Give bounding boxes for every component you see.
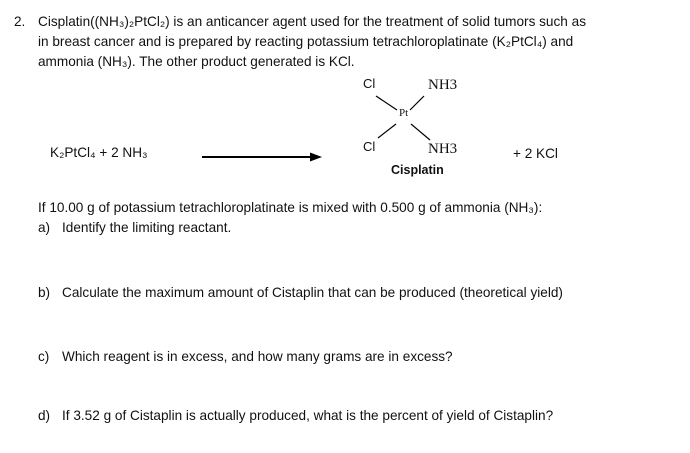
part-b <box>38 285 563 300</box>
reaction-arrow <box>200 150 324 164</box>
product-name-label: Cisplatin <box>391 163 444 177</box>
part-d-label: d) <box>38 408 51 423</box>
question-number: 2. <box>14 14 26 29</box>
cisplatin-structure <box>340 74 500 184</box>
chloride-bottom-label: Cl <box>363 139 376 154</box>
part-c <box>38 349 453 364</box>
part-a <box>38 220 231 235</box>
reactants-text: K₂PtCl₄ + 2 NH₃ <box>50 145 148 160</box>
platinum-center-label: Pt <box>399 107 409 119</box>
part-b-text: Calculate the maximum amount of Cistaplin that can be produced (theoretical yield) <box>62 285 563 300</box>
part-a-text: Identify the limiting reactant. <box>62 220 232 235</box>
part-b-label: b) <box>38 285 51 300</box>
chloride-top-label: Cl <box>363 76 376 91</box>
part-c-label: c) <box>38 349 50 364</box>
part-a-label: a) <box>38 220 51 235</box>
part-c-text: Which reagent is in excess, and how many grams are in excess? <box>62 349 453 364</box>
intro-line-2: in breast cancer and is prepared by reacting potassium tetrachloroplatinate (K₂PtCl₄) and <box>38 34 574 49</box>
ammine-top-label: NH3 <box>428 77 458 93</box>
products-text: + 2 KCl <box>513 146 558 161</box>
part-d-text: If 3.52 g of Cistaplin is actually produced, what is the percent of yield of Cistaplin? <box>62 408 554 423</box>
conditions-text: If 10.00 g of potassium tetrachloroplatinate is mixed with 0.500 g of ammonia (NH₃): <box>38 200 543 215</box>
intro-line-1: Cisplatin((NH₃)₂PtCl₂) is an anticancer agent used for the treatment of solid tumors such as <box>38 14 586 29</box>
ammine-bottom-label: NH3 <box>428 141 458 157</box>
part-d <box>38 408 553 423</box>
intro-line-3: ammonia (NH₃). The other product generated is KCl. <box>38 54 355 69</box>
